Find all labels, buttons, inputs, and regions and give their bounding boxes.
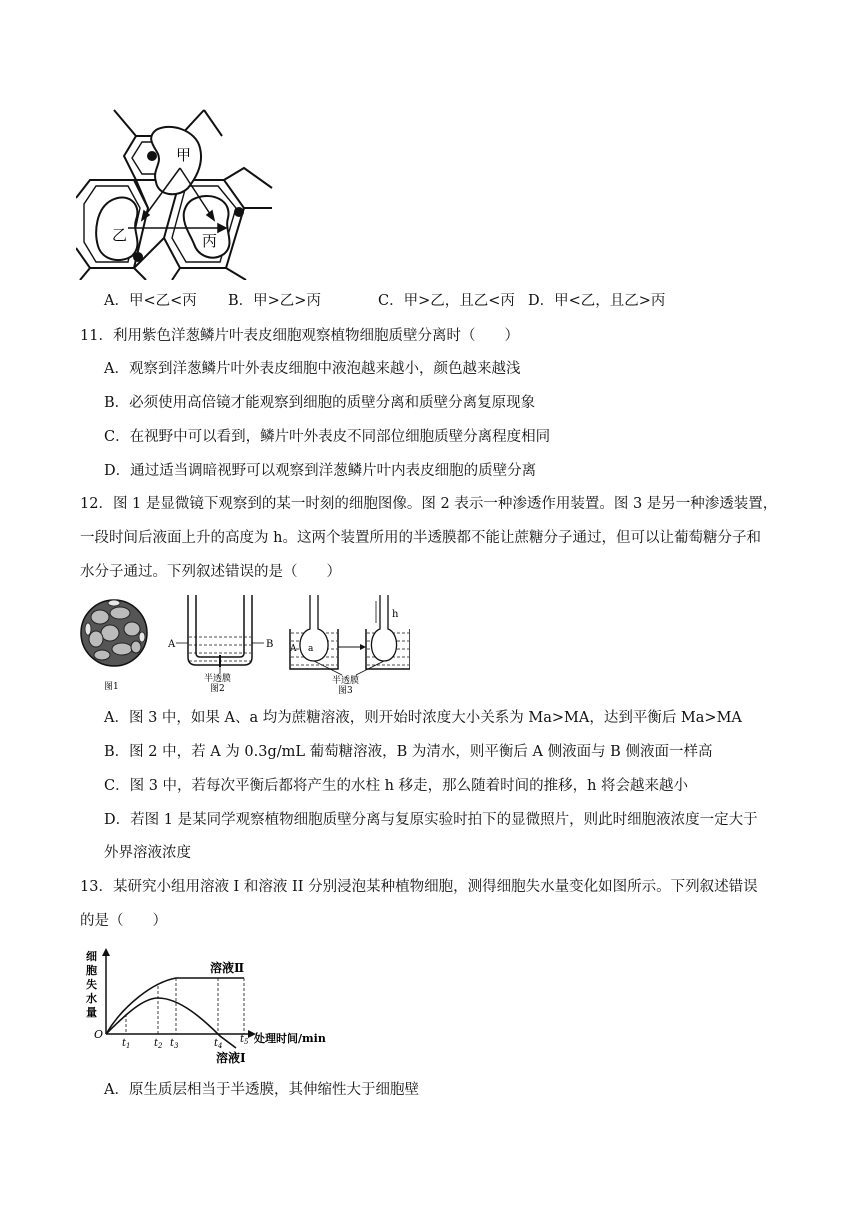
- q12-option-c: C．图 3 中，若每次平衡后都将产生的水柱 h 移走，那么随着时间的推移，h 将会越来越小: [104, 778, 689, 794]
- graph-origin: O: [94, 1028, 104, 1041]
- osmosis-figure: [80, 593, 410, 697]
- q10-option-d: D．甲<乙，且乙>丙: [528, 293, 666, 309]
- q12-stem-line2: 一段时间后液面上升的高度为 h。这两个装置所用的半透膜都不能让蔗糖分子通过，但可以让葡萄糖分子和: [80, 530, 761, 546]
- q12-option-b: B．图 2 中，若 A 为 0.3g/mL 葡萄糖溶液，B 为清水，则平衡后 A 侧液面与 B 侧液面一样高: [104, 744, 713, 760]
- graph-ylabel-2: 胞: [86, 964, 97, 977]
- graph-series-i-label: 溶液Ⅰ: [216, 1051, 246, 1064]
- q12-option-a: A．图 3 中，如果 A、a 均为蔗糖溶液，则开始时浓度大小关系为 Ma>MA，达到平衡后 Ma>MA: [104, 710, 742, 726]
- label-yi: 乙: [112, 226, 128, 244]
- q10-option-a: A．甲<乙<丙: [104, 293, 197, 309]
- q12-option-d: D．若图 1 是某同学观察植物细胞质壁分离与复原实验时拍下的显微照片，则此时细胞液浓度一定大于: [104, 812, 758, 828]
- label-jia: 甲: [176, 146, 192, 164]
- q13-stem-line1: 13．某研究小组用溶液 I 和溶液 II 分别浸泡某种植物细胞，测得细胞失水量变化如图所示。下列叙述错误: [80, 879, 758, 895]
- fig2-label-b: B: [266, 639, 274, 650]
- fig3-label-h: h: [392, 609, 399, 620]
- graph-ylabel-5: 量: [86, 1006, 97, 1019]
- q13-option-a: A．原生质层相当于半透膜，其伸缩性大于细胞壁: [104, 1082, 419, 1098]
- graph-ylabel-1: 细: [86, 950, 97, 963]
- fig2-label-a: A: [168, 639, 176, 650]
- cell-diagram: [76, 108, 276, 280]
- q11-stem: 11．利用紫色洋葱鳞片叶表皮细胞观察植物细胞质壁分离时（ ）: [80, 328, 519, 344]
- q12-stem-line3: 水分子通过。下列叙述错误的是（ ）: [80, 564, 341, 580]
- q11-option-c: C．在视野中可以看到，鳞片叶外表皮不同部位细胞质壁分离程度相同: [104, 429, 551, 445]
- q12-stem-line1: 12．图 1 是显微镜下观察到的某一时刻的细胞图像。图 2 表示一种渗透作用装置。图 3 是另一种渗透装置，: [80, 496, 778, 512]
- q10-option-b: B．甲>乙>丙: [228, 293, 321, 309]
- q11-option-b: B．必须使用高倍镜才能观察到细胞的质壁分离和质壁分离复原现象: [104, 395, 536, 411]
- q11-option-a: A．观察到洋葱鳞片叶外表皮细胞中液泡越来越小，颜色越来越浅: [104, 361, 521, 377]
- label-bing: 丙: [202, 232, 218, 250]
- fig1-caption: 图1: [104, 682, 119, 692]
- graph-tick-t5: $t_5$: [240, 1034, 249, 1046]
- fig3-membrane-label: 半透膜: [332, 676, 360, 686]
- fig3-caption: 图3: [338, 686, 353, 696]
- q10-option-c: C．甲>乙，且乙<丙: [378, 293, 515, 309]
- fig2-membrane-label: 半透膜: [204, 674, 232, 684]
- q12-option-d-continued: 外界溶液浓度: [104, 845, 191, 861]
- graph-xlabel: 处理时间/min: [254, 1032, 326, 1045]
- graph-ylabel-3: 失: [86, 978, 97, 991]
- graph-tick-t4: $t_4$: [214, 1038, 223, 1050]
- graph-tick-t2: $t_2$: [154, 1038, 163, 1050]
- q11-option-d: D．通过适当调暗视野可以观察到洋葱鳞片叶内表皮细胞的质壁分离: [104, 463, 537, 479]
- fig3-label-a-inner: a: [308, 644, 314, 654]
- fig2-caption: 图2: [210, 684, 225, 694]
- graph-tick-t1: $t_1$: [122, 1038, 131, 1050]
- water-loss-graph: [84, 946, 338, 1064]
- q13-stem-line2: 的是（ ）: [80, 913, 167, 929]
- graph-series-ii-label: 溶液Ⅱ: [210, 961, 245, 975]
- graph-ylabel-4: 水: [86, 992, 97, 1005]
- fig3-label-a-outer: A: [290, 644, 297, 654]
- graph-tick-t3: $t_3$: [170, 1038, 179, 1050]
